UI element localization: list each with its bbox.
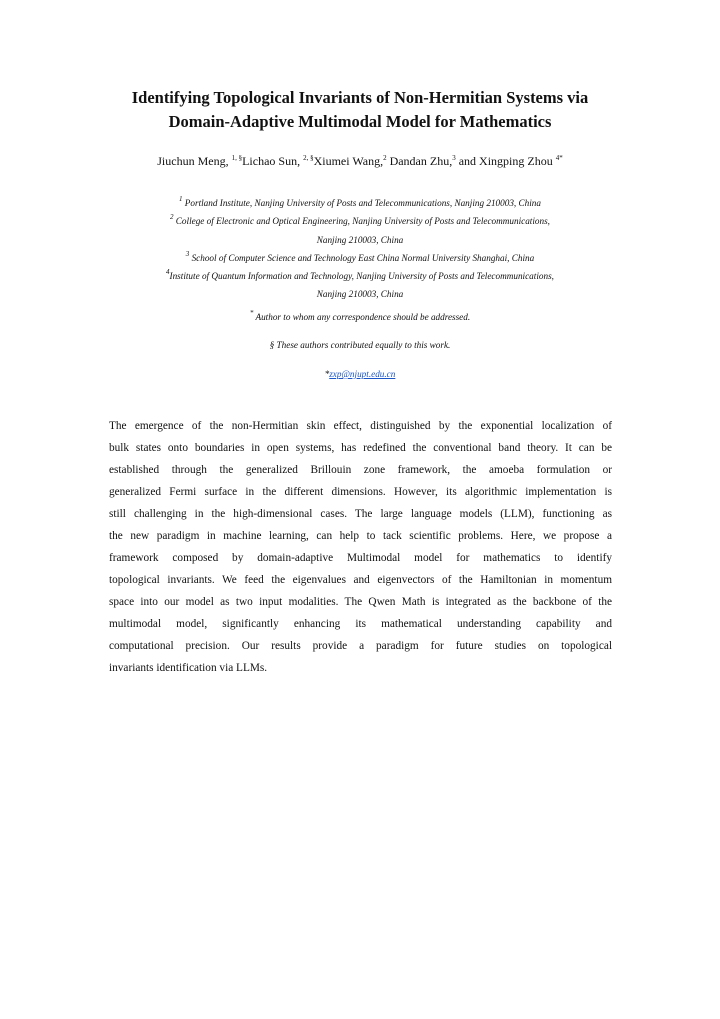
title-line-2: Domain-Adaptive Multimodal Model for Mathematics: [168, 112, 552, 131]
abstract-paragraph: [109, 415, 612, 679]
correspondence-mark: *: [249, 309, 254, 317]
title-line-1: Identifying Topological Invariants of Non-Hermitian Systems via: [131, 88, 589, 107]
author-name: Jiuchun Meng,: [157, 154, 229, 168]
abstract-line: The emergence of the non-Hermitian skin effect, distinguished by the exponential localization of: [109, 420, 612, 432]
author-sup: 2: [383, 154, 387, 162]
author-name: Dandan Zhu,: [389, 154, 453, 168]
abstract-line: framework composed by domain-adaptive Multimodal model for mathematics to identify: [109, 552, 612, 564]
abstract-line: the new paradigm in machine learning, can help to tack scientific problems. Here, we propose a: [109, 530, 612, 542]
affiliation-text: School of Computer Science and Technology East China Normal University Shanghai, China: [191, 252, 535, 263]
abstract-line: bulk states onto boundaries in open systems, has redefined the conventional band theory. It can be: [109, 442, 612, 454]
email-line: [90, 368, 630, 380]
abstract-line: topological invariants. We feed the eigenvalues and eigenvectors of the Hamiltonian in momentum: [109, 574, 612, 586]
email-prefix: *: [324, 369, 330, 379]
paper-title: [90, 86, 630, 134]
correspondence-text: Author to whom any correspondence should be addressed.: [255, 312, 471, 322]
author-sup: 2, §: [303, 154, 314, 162]
affiliation-sup: 2: [170, 213, 174, 222]
abstract-line: space into our model as two input modalities. The Qwen Math is integrated as the backbone of the: [109, 596, 612, 608]
correspondence-note: [90, 311, 630, 323]
affiliation-text: College of Electronic and Optical Engineering, Nanjing University of Posts and Telecommunications,: [175, 216, 550, 227]
affiliation-text: Institute of Quantum Information and Technology, Nanjing University of Posts and Telecommunications,: [169, 271, 554, 282]
email-link[interactable]: zxp@njupt.edu.cn: [329, 369, 396, 379]
author-name: Lichao Sun,: [242, 154, 301, 168]
affiliation-line: [90, 194, 630, 212]
author-sup: 4*: [555, 154, 563, 162]
affiliations: [90, 194, 630, 304]
affiliation-line: [90, 231, 630, 249]
affiliation-text: Nanjing 210003, China: [316, 289, 404, 300]
abstract-line: still challenging in the high-dimensional cases. The large language models (LLM), functioning as: [109, 508, 612, 520]
author-sup: 1, §: [231, 154, 243, 162]
affiliation-text: Nanjing 210003, China: [316, 234, 404, 245]
affiliation-sup: 4: [166, 268, 170, 277]
abstract-line: computational precision. Our results provide a paradigm for future studies on topological: [109, 640, 612, 652]
affiliation-line: [90, 249, 630, 267]
author-name: and Xingping Zhou: [458, 154, 553, 168]
affiliation-sup: 1: [179, 195, 183, 203]
abstract-line: established through the generalized Brillouin zone framework, the amoeba formulation or: [109, 464, 612, 476]
author-name: Xiumei Wang,: [313, 154, 384, 168]
abstract-line: generalized Fermi surface in the different dimensions. However, its algorithmic implementation is: [109, 486, 612, 498]
affiliation-sup: 3: [185, 249, 190, 258]
affiliation-line: [90, 212, 630, 230]
abstract-line: multimodal model, significantly enhancing its mathematical understanding capability and: [109, 618, 612, 630]
author-list: [90, 153, 630, 169]
affiliation-line: [90, 267, 630, 285]
abstract-line: invariants identification via LLMs.: [109, 662, 268, 674]
equal-contribution-note: § These authors contributed equally to this work.: [269, 340, 451, 350]
affiliation-text: Portland Institute, Nanjing University of Posts and Telecommunications, Nanjing 210003, China: [184, 198, 541, 208]
author-sup: 3: [452, 154, 456, 162]
affiliation-line: [90, 285, 630, 303]
